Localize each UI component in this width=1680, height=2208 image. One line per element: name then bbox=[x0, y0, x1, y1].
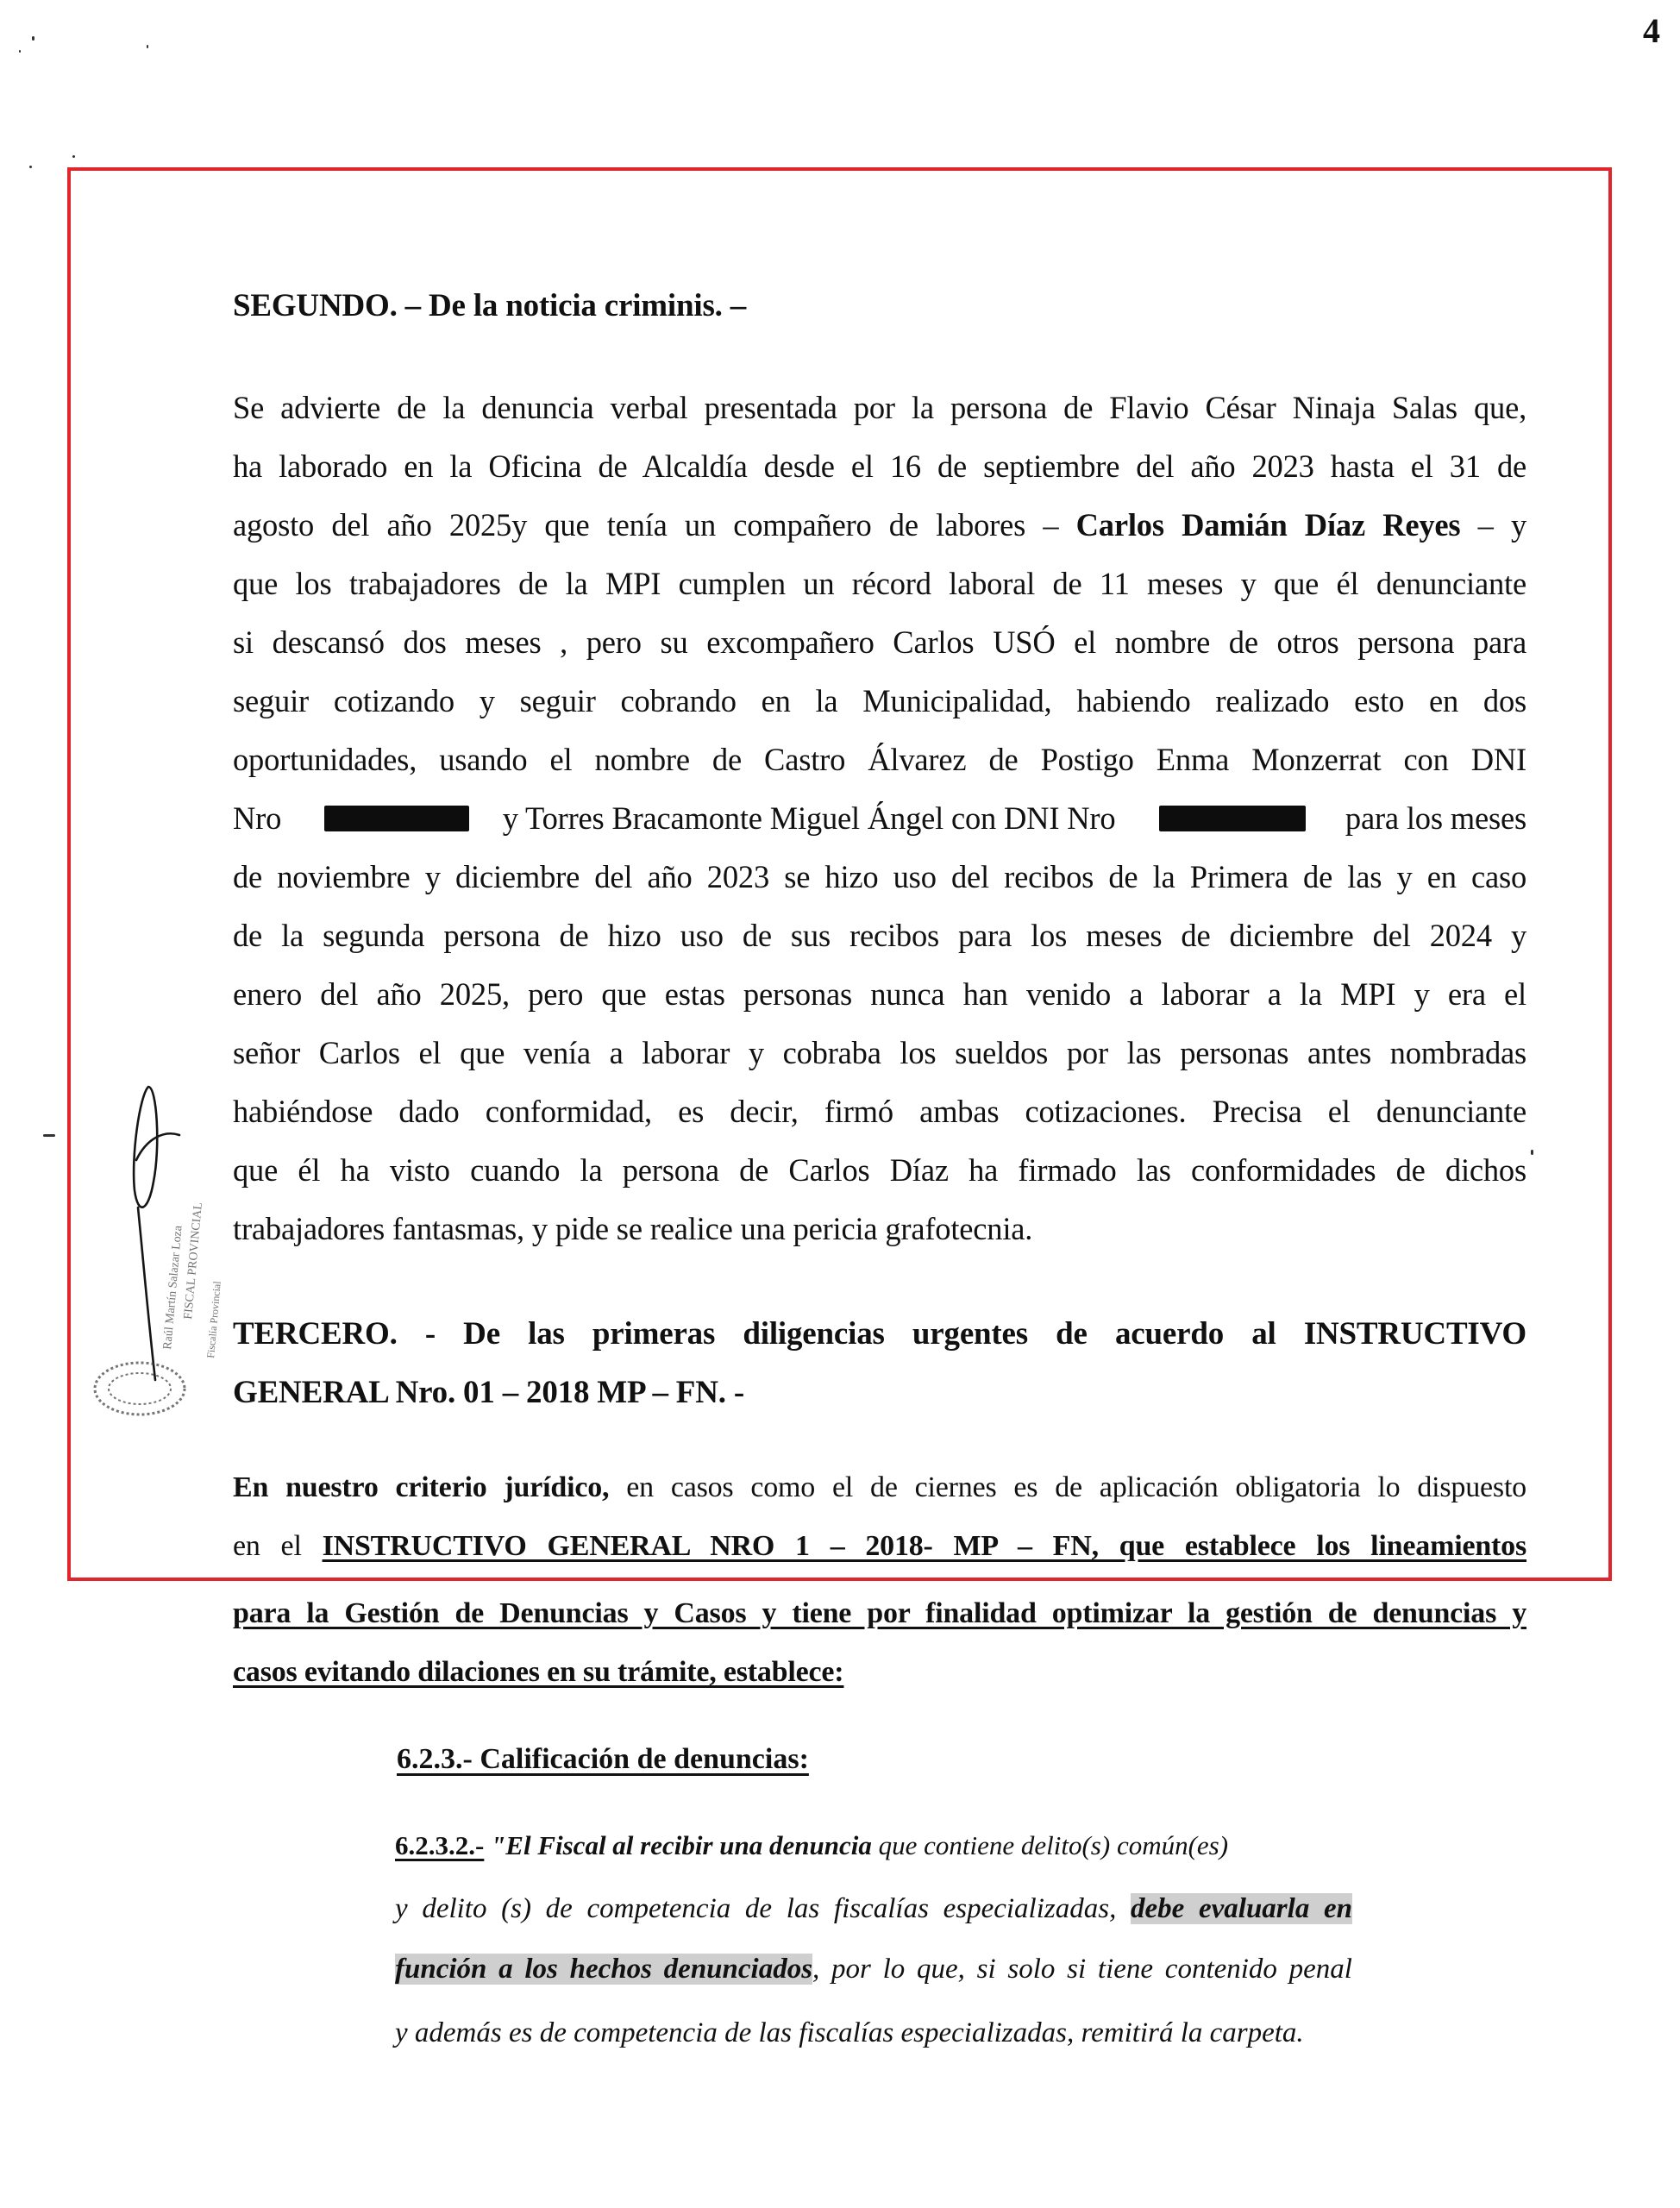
paragraph-line bbox=[233, 1466, 1526, 1509]
section-heading-tercero-cont: GENERAL Nro. 01 – 2018 MP – FN. - bbox=[233, 1375, 744, 1410]
scan-speck bbox=[29, 166, 32, 168]
paragraph-line bbox=[233, 504, 1526, 547]
paragraph-line: para la Gestión de Denuncias y Casos y tiene por finalidad optimizar la gestión de denuncias y bbox=[233, 1597, 1526, 1629]
scan-speck bbox=[43, 1134, 55, 1137]
page-number: 4 bbox=[1643, 11, 1660, 50]
accused-name: Carlos Damián Díaz Reyes bbox=[1075, 507, 1461, 543]
section-heading-segundo: SEGUNDO. – De la noticia criminis. – bbox=[233, 288, 747, 323]
redacted-dni bbox=[324, 806, 469, 831]
stamp-name: Raúl Martín Salazar Loza bbox=[161, 1225, 185, 1351]
paragraph-line: señor Carlos el que venía a laborar y cobraba los sueldos por las personas antes nombradas bbox=[233, 1035, 1526, 1070]
stamp-title: FISCAL PROVINCIAL bbox=[182, 1201, 205, 1320]
sub-heading-623: 6.2.3.- Calificación de denuncias: bbox=[397, 1743, 809, 1775]
paragraph-line: ha laborado en la Oficina de Alcaldía desde el 16 de septiembre del año 2023 hasta el 31 de bbox=[233, 448, 1526, 484]
text-run: y Torres Bracamonte Miguel Ángel con DNI Nro bbox=[502, 800, 1116, 836]
paragraph-line: Se advierte de la denuncia verbal presentada por la persona de Flavio César Ninaja Salas que, bbox=[233, 390, 1526, 425]
text-run: en casos como el de ciernes es de aplicación obligatoria lo dispuesto bbox=[609, 1471, 1526, 1503]
redacted-dni bbox=[1159, 806, 1306, 831]
paragraph-line bbox=[233, 797, 1526, 840]
scan-speck bbox=[147, 45, 148, 48]
paragraph-line: trabajadores fantasmas, y pide se realice una pericia grafotecnia. bbox=[233, 1211, 1033, 1246]
quote-line: y además es de competencia de las fiscalías especializadas, remitirá la carpeta. bbox=[395, 2017, 1304, 2048]
paragraph-line: enero del año 2025, pero que estas personas nunca han venido a laborar a la MPI y era el bbox=[233, 976, 1526, 1012]
paragraph-line: que él ha visto cuando la persona de Carlos Díaz ha firmado las conformidades de dichos bbox=[233, 1152, 1526, 1188]
scan-speck bbox=[19, 50, 21, 53]
paragraph-line: de noviembre y diciembre del año 2023 se hizo uso del recibos de la Primera de las y en caso bbox=[233, 859, 1526, 894]
scan-speck bbox=[72, 155, 75, 158]
text-run: en el bbox=[233, 1530, 323, 1562]
shaded-emphasis: función a los hechos denunciados bbox=[395, 1954, 813, 1985]
paragraph-line: de la segunda persona de hizo uso de sus recibos para los meses de diciembre del 2024 y bbox=[233, 918, 1526, 953]
article-number: 6.2.3.2.- bbox=[395, 1830, 485, 1860]
paragraph-line: si descansó dos meses , pero su excompañero Carlos USÓ el nombre de otros persona para bbox=[233, 624, 1526, 660]
instructivo-reference: INSTRUCTIVO GENERAL NRO 1 – 2018- MP – FN, que establece los lineamientos bbox=[322, 1530, 1526, 1562]
text-run: agosto del año 2025y que tenía un compañero de labores – bbox=[233, 507, 1076, 543]
text-run: , por lo que, si solo si tiene contenido penal bbox=[812, 1954, 1352, 1985]
text-run-bold: En nuestro criterio jurídico, bbox=[233, 1471, 610, 1503]
text-run: que contiene delito(s) común(es) bbox=[871, 1830, 1229, 1860]
paragraph-line: que los trabajadores de la MPI cumplen un récord laboral de 11 meses y que él denunciante bbox=[233, 566, 1526, 601]
scan-speck bbox=[1531, 1150, 1533, 1155]
shaded-emphasis: debe evaluarla en bbox=[1131, 1893, 1352, 1924]
quote-line bbox=[395, 1948, 1352, 1991]
signature-stamp bbox=[86, 1009, 259, 1423]
paragraph-line: casos evitando dilaciones en su trámite, establece: bbox=[233, 1656, 844, 1688]
text-run: Nro bbox=[233, 800, 282, 836]
paragraph-line bbox=[233, 1525, 1526, 1568]
text-run-bold: "El Fiscal al recibir una denuncia bbox=[484, 1830, 872, 1860]
stamp-seal-icon bbox=[95, 1363, 185, 1414]
paragraph-line: habiéndose dado conformidad, es decir, firmó ambas cotizaciones. Precisa el denunciante bbox=[233, 1094, 1526, 1129]
quote-line bbox=[395, 1887, 1352, 1930]
quote-line bbox=[395, 1824, 1352, 1867]
paragraph-line: oportunidades, usando el nombre de Castro Álvarez de Postigo Enma Monzerrat con DNI bbox=[233, 742, 1526, 777]
text-run: y delito (s) de competencia de las fiscalías especializadas, bbox=[395, 1893, 1131, 1924]
scan-speck bbox=[32, 36, 34, 41]
paragraph-line: seguir cotizando y seguir cobrando en la Municipalidad, habiendo realizado esto en dos bbox=[233, 683, 1526, 718]
text-run: para los meses bbox=[1345, 800, 1526, 836]
section-heading-tercero: TERCERO. - De las primeras diligencias urgentes de acuerdo al INSTRUCTIVO bbox=[233, 1316, 1526, 1352]
text-run: – y bbox=[1460, 507, 1526, 543]
stamp-text-icon bbox=[161, 1202, 223, 1359]
stamp-office: Fiscalía Provincial bbox=[204, 1280, 223, 1359]
